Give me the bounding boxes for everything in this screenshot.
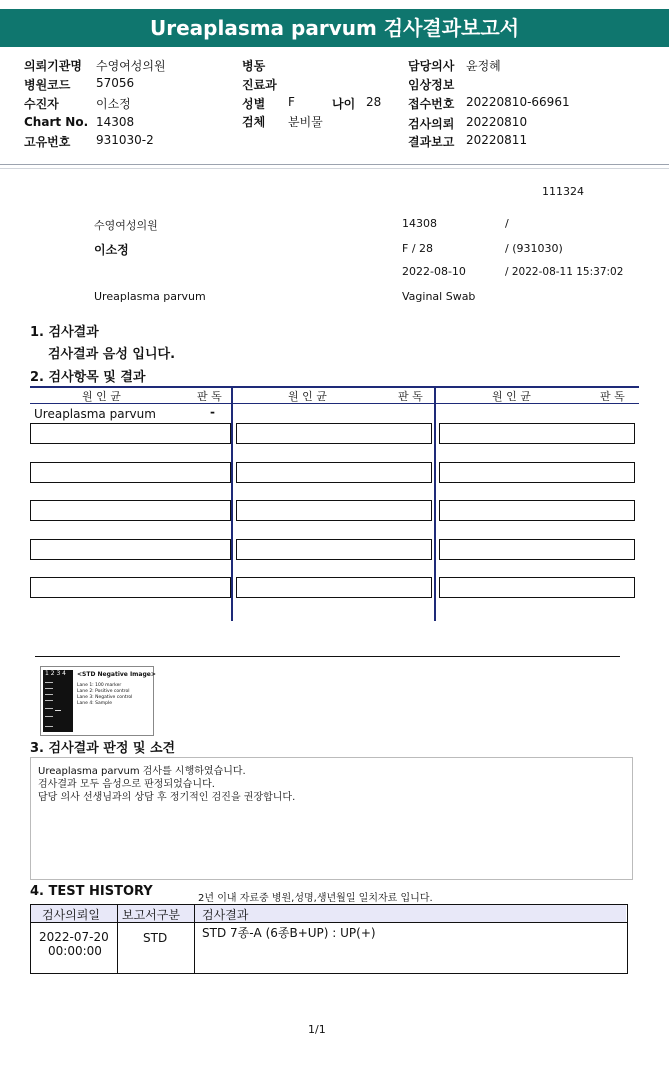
history-col-divider-2 xyxy=(194,904,195,973)
gel-lane-numbers: 1 2 3 4 xyxy=(45,670,66,677)
gel-section-divider xyxy=(35,656,620,657)
opinion-line-2: 검사결과 모두 음성으로 판정되었습니다. xyxy=(38,779,215,790)
history-table-header-bg xyxy=(31,905,626,922)
col-header-result-1: 판 독 xyxy=(197,390,222,403)
section4-title: 4. TEST HISTORY xyxy=(30,884,153,899)
result-box xyxy=(30,500,231,521)
result-box xyxy=(439,500,635,521)
sub-specimen: Vaginal Swab xyxy=(402,290,476,303)
institution-value: 수영여성의원 xyxy=(96,59,166,73)
sub-test-name: Ureaplasma parvum xyxy=(94,290,206,303)
sex-value: F xyxy=(288,95,295,109)
gel-title: <STD Negative Image> xyxy=(77,671,156,678)
opinion-line-1: Ureaplasma parvum 검사를 시행하였습니다. xyxy=(38,766,246,777)
unique-value: 931030-2 xyxy=(96,133,154,147)
result-box xyxy=(236,462,432,483)
result-grid-header-line xyxy=(30,403,639,404)
result-box xyxy=(236,423,432,444)
report-title: Ureaplasma parvum 검사결과보고서 xyxy=(0,9,669,47)
col-header-pathogen-3: 원 인 균 xyxy=(492,390,531,403)
history-row-type: STD xyxy=(143,931,168,945)
sub-report-datetime: / 2022-08-11 15:37:02 xyxy=(505,266,624,278)
col-header-pathogen-1: 원 인 균 xyxy=(82,390,121,403)
page-number: 1/1 xyxy=(308,1023,326,1036)
result-box xyxy=(236,577,432,598)
result-box xyxy=(236,539,432,560)
result-box xyxy=(30,423,231,444)
history-col-date: 검사의뢰일 xyxy=(42,908,100,922)
result-grid-divider-2 xyxy=(434,386,436,621)
result-box xyxy=(30,539,231,560)
age-label: 나이 xyxy=(332,97,356,111)
result-grid-top-line xyxy=(30,386,639,388)
gel-image xyxy=(40,666,154,736)
history-header-line xyxy=(30,922,627,923)
section3-title: 3. 검사결과 판정 및 소견 xyxy=(30,741,176,756)
sub-slash: / xyxy=(505,217,509,230)
hospital-code-label: 병원코드 xyxy=(24,78,71,92)
gel-legend-3: Lane 3: Negative control xyxy=(77,695,133,700)
sub-sex-age: F / 28 xyxy=(402,242,434,255)
ward-label: 병동 xyxy=(242,59,266,73)
result-box xyxy=(30,577,231,598)
specimen-label: 검체 xyxy=(242,115,266,129)
sub-birth: / (931030) xyxy=(505,242,563,255)
chart-label: Chart No. xyxy=(24,115,89,129)
request-value: 20220810 xyxy=(466,115,528,129)
history-row-time: 00:00:00 xyxy=(48,944,102,958)
result-date-value: 20220811 xyxy=(466,133,528,147)
result-grid-divider-1 xyxy=(231,386,233,621)
report-code: 111324 xyxy=(542,185,584,198)
specimen-value: 분비물 xyxy=(288,115,323,129)
col-header-pathogen-2: 원 인 균 xyxy=(288,390,327,403)
result-box xyxy=(439,462,635,483)
doctor-value: 윤정혜 xyxy=(466,59,501,73)
gel-lanes-image xyxy=(43,670,73,732)
result-box xyxy=(439,423,635,444)
result-box xyxy=(30,462,231,483)
history-row-date: 2022-07-20 xyxy=(39,930,109,944)
history-row-result: STD 7종-A (6종B+UP) : UP(+) xyxy=(202,926,376,940)
gel-legend-1: Lane 1: 100 marker xyxy=(77,683,122,688)
hospital-code-value: 57056 xyxy=(96,76,135,90)
receipt-value: 20220810-66961 xyxy=(466,95,570,109)
result-box xyxy=(439,577,635,598)
unique-label: 고유번호 xyxy=(24,135,71,149)
col-header-result-3: 판 독 xyxy=(600,390,625,403)
section2-title: 2. 검사항목 및 결과 xyxy=(30,370,146,385)
request-label: 검사의뢰 xyxy=(408,117,455,131)
doctor-label: 담당의사 xyxy=(408,59,455,73)
sub-clinic: 수영여성의원 xyxy=(94,219,158,232)
result-date-label: 결과보고 xyxy=(408,135,455,149)
institution-label: 의뢰기관명 xyxy=(24,59,82,73)
chart-value: 14308 xyxy=(96,115,135,129)
header-divider-shadow xyxy=(0,168,669,169)
sub-chart-no: 14308 xyxy=(402,217,437,230)
dept-label: 진료과 xyxy=(242,78,277,92)
sub-request-date: 2022-08-10 xyxy=(402,265,466,278)
section1-result-text: 검사결과 음성 입니다. xyxy=(48,347,176,362)
sex-label: 성별 xyxy=(242,97,266,111)
col-header-result-2: 판 독 xyxy=(398,390,423,403)
result-box xyxy=(439,539,635,560)
clinical-label: 임상정보 xyxy=(408,78,455,92)
opinion-line-3: 담당 의사 선생님과의 상담 후 정기적인 검진을 권장합니다. xyxy=(38,792,296,803)
pathogen-result: - xyxy=(210,405,215,419)
history-col-result: 검사결과 xyxy=(202,908,249,922)
gel-legend-4: Lane 4: Sample xyxy=(77,701,112,706)
patient-value: 이소정 xyxy=(96,97,131,111)
history-note: 2년 이내 자료중 병원,성명,생년월일 일치자료 입니다. xyxy=(198,893,433,904)
history-col-type: 보고서구분 xyxy=(122,908,180,922)
receipt-label: 접수번호 xyxy=(408,97,455,111)
header-divider xyxy=(0,164,669,165)
gel-legend-2: Lane 2: Positive control xyxy=(77,689,130,694)
sub-patient-name: 이소정 xyxy=(94,243,129,257)
pathogen-name: Ureaplasma parvum xyxy=(34,407,156,421)
result-box xyxy=(236,500,432,521)
patient-label: 수진자 xyxy=(24,97,59,111)
age-value: 28 xyxy=(366,95,382,109)
section1-title: 1. 검사결과 xyxy=(30,325,99,340)
history-col-divider-1 xyxy=(117,904,118,973)
